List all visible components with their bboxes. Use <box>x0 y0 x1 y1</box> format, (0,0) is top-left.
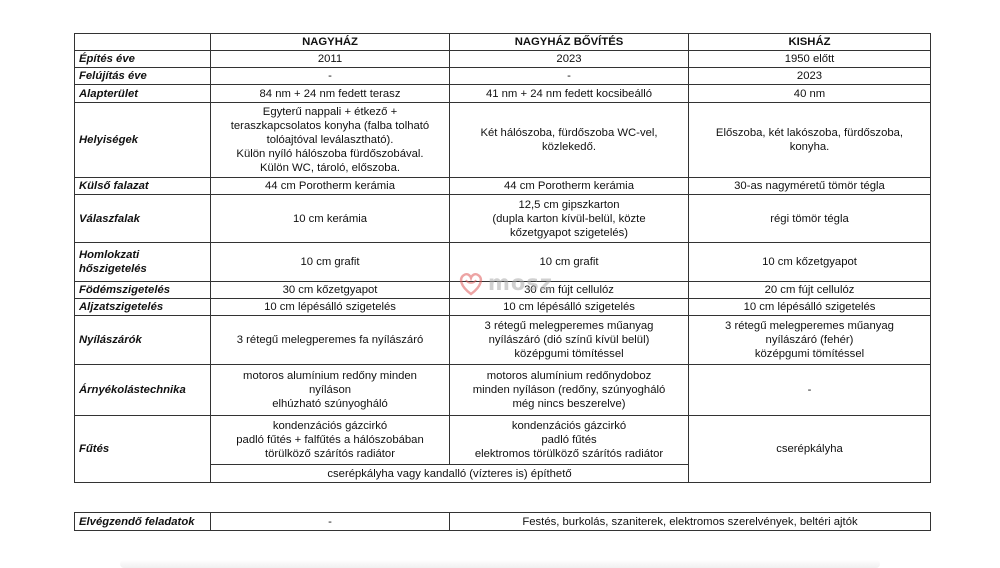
helyisegek-kishaz-cell <box>689 103 931 178</box>
row-label-kulso-falazat: Külső falazat <box>75 178 211 195</box>
cell-line: tolóajtóval leválasztható). <box>266 134 394 146</box>
aljzatszigeteles-bovites-cell: 10 cm lépésálló szigetelés <box>450 299 689 316</box>
helyisegek-bovites-cell <box>450 103 689 178</box>
cell-line: nyílászáró (dió színű kívül belül) <box>488 334 650 346</box>
cell-line: Előszoba, két lakószoba, fürdőszoba, <box>715 127 904 139</box>
cell-line: nyílászáró (fehér) <box>765 334 854 346</box>
row-label-aljzatszigeteles: Aljzatszigetelés <box>75 299 211 316</box>
tasks-table <box>74 512 931 531</box>
row-kulso-falazat <box>75 178 931 195</box>
homlokzati-hoszigeteles-kishaz-cell: 10 cm kőzetgyapot <box>689 243 931 282</box>
epites-eve-nagyhaz-cell: 2011 <box>211 51 450 68</box>
kulso-falazat-kishaz-cell: 30-as nagyméretű tömör tégla <box>689 178 931 195</box>
valaszfalak-bovites-cell <box>450 195 689 243</box>
row-arnyekolastechnika <box>75 365 931 416</box>
row-futes <box>75 416 931 465</box>
helyisegek-nagyhaz-cell <box>211 103 450 178</box>
nyilaszarok-kishaz-cell <box>689 316 931 365</box>
fodemszigeteles-kishaz-cell: 20 cm fújt cellulóz <box>689 282 931 299</box>
page-bottom-shadow <box>120 560 880 568</box>
tasks-row <box>75 513 931 531</box>
cell-line: Külön WC, tároló, előszoba. <box>259 162 401 174</box>
cell-line: 3 rétegű melegperemes műanyag <box>484 320 654 332</box>
row-label-fodemszigeteles: Födémszigetelés <box>75 282 211 299</box>
futes-nagyhaz-cell <box>211 416 450 465</box>
row-label-epites-eve: Építés éve <box>75 51 211 68</box>
cell-line: kőzetgyapot szigetelés) <box>509 226 629 239</box>
header-nagyhaz: NAGYHÁZ <box>211 34 450 51</box>
row-helyisegek <box>75 103 931 178</box>
futes-kishaz-cell: cserépkályha <box>689 416 931 483</box>
row-label-felujitas-eve: Felújítás éve <box>75 68 211 85</box>
cell-line: még nincs beszerelve) <box>512 398 626 410</box>
cell-line: Egyterű nappali + étkező + <box>262 106 398 118</box>
nyilaszarok-bovites-cell <box>450 316 689 365</box>
row-nyilaszarok <box>75 316 931 365</box>
cell-line: konyha. <box>789 141 830 153</box>
cell-line: kondenzációs gázcirkó <box>272 420 388 432</box>
property-comparison-table <box>74 33 931 483</box>
header-corner-cell <box>75 34 211 51</box>
row-valaszfalak <box>75 195 931 243</box>
tasks-nagyhaz-cell: - <box>211 513 450 531</box>
row-label-futes: Fűtés <box>75 416 211 483</box>
homlokzati-hoszigeteles-bovites-cell: 10 cm grafit <box>450 243 689 282</box>
row-label-helyisegek: Helyiségek <box>75 103 211 178</box>
row-label-homlokzati-hoszigeteles: Homlokzati hőszigetelés <box>75 243 211 282</box>
cell-line: Külön nyíló hálószoba fürdőszobával. <box>236 148 424 160</box>
row-label-valaszfalak: Válaszfalak <box>75 195 211 243</box>
alapterulet-kishaz-cell: 40 nm <box>689 85 931 103</box>
epites-eve-bovites-cell: 2023 <box>450 51 689 68</box>
row-homlokzati-hoszigeteles <box>75 243 931 282</box>
fodemszigeteles-bovites-cell: 30 cm fújt cellulóz <box>450 282 689 299</box>
felujitas-eve-nagyhaz-cell: - <box>211 68 450 85</box>
row-label-alapterulet: Alapterület <box>75 85 211 103</box>
cell-line: középgumi tömítéssel <box>514 348 624 360</box>
alapterulet-bovites-cell: 41 nm + 24 nm fedett kocsibeálló <box>450 85 689 103</box>
arnyekolastechnika-bovites-cell <box>450 365 689 416</box>
valaszfalak-kishaz-cell: régi tömör tégla <box>689 195 931 243</box>
cell-line: 12,5 cm gipszkarton <box>518 198 620 211</box>
tasks-label: Elvégzendő feladatok <box>75 513 211 531</box>
epites-eve-kishaz-cell: 1950 előtt <box>689 51 931 68</box>
row-fodemszigeteles <box>75 282 931 299</box>
row-epites-eve <box>75 51 931 68</box>
felujitas-eve-kishaz-cell: 2023 <box>689 68 931 85</box>
kulso-falazat-bovites-cell: 44 cm Porotherm kerámia <box>450 178 689 195</box>
watermark-text: mosz <box>488 271 554 295</box>
arnyekolastechnika-nagyhaz-cell <box>211 365 450 416</box>
cell-line: motoros alumínium redőnydoboz <box>486 370 652 382</box>
cell-line: középgumi tömítéssel <box>754 348 865 360</box>
header-kishaz: KISHÁZ <box>689 34 931 51</box>
felujitas-eve-bovites-cell: - <box>450 68 689 85</box>
aljzatszigeteles-kishaz-cell: 10 cm lépésálló szigetelés <box>689 299 931 316</box>
header-nagyhaz-bovites: NAGYHÁZ BŐVÍTÉS <box>450 34 689 51</box>
row-label-arnyekolastechnika: Árnyékolástechnika <box>75 365 211 416</box>
nyilaszarok-nagyhaz-cell: 3 rétegű melegperemes fa nyílászáró <box>211 316 450 365</box>
homlokzati-hoszigeteles-nagyhaz-cell: 10 cm grafit <box>211 243 450 282</box>
row-alapterulet <box>75 85 931 103</box>
row-felujitas-eve <box>75 68 931 85</box>
futes-bovites-cell <box>450 416 689 465</box>
header-row <box>75 34 931 51</box>
arnyekolastechnika-kishaz-cell: - <box>689 365 931 416</box>
cell-line: Két hálószoba, fürdőszoba WC-vel, <box>480 127 658 139</box>
row-label-nyilaszarok: Nyílászárók <box>75 316 211 365</box>
cell-line: padló fűtés + falfűtés a hálószobában <box>236 434 424 446</box>
cell-line: minden nyíláson (redőny, szúnyogháló <box>472 384 666 396</box>
alapterulet-nagyhaz-cell: 84 nm + 24 nm fedett terasz <box>211 85 450 103</box>
cell-line: kondenzációs gázcirkó <box>511 420 627 432</box>
cell-line: törülköző szárítós radiátor <box>265 448 395 460</box>
tasks-rest-cell: Festés, burkolás, szaniterek, elektromos szerelvények, beltéri ajtók <box>450 513 931 531</box>
aljzatszigeteles-nagyhaz-cell: 10 cm lépésálló szigetelés <box>211 299 450 316</box>
cell-line: motoros alumínium redőny minden <box>243 370 417 382</box>
cell-line: 3 rétegű melegperemes műanyag <box>725 320 894 332</box>
kulso-falazat-nagyhaz-cell: 44 cm Porotherm kerámia <box>211 178 450 195</box>
fodemszigeteles-nagyhaz-cell: 30 cm kőzetgyapot <box>211 282 450 299</box>
cell-line: (dupla karton kívül-belül, közte <box>492 212 646 225</box>
valaszfalak-nagyhaz-cell: 10 cm kerámia <box>211 195 450 243</box>
cell-line: elhúzható szúnyogháló <box>272 398 388 410</box>
cell-line: nyíláson <box>308 384 352 396</box>
row-aljzatszigeteles <box>75 299 931 316</box>
cell-line: közlekedő. <box>541 141 596 153</box>
futes-shared-cell: cserépkályha vagy kandalló (vízteres is) építhető <box>211 465 689 483</box>
cell-line: teraszkapcsolatos konyha (falba tolható <box>230 120 430 132</box>
cell-line: padló fűtés <box>541 434 597 446</box>
cell-line: elektromos törülköző szárítós radiátor <box>474 448 664 460</box>
